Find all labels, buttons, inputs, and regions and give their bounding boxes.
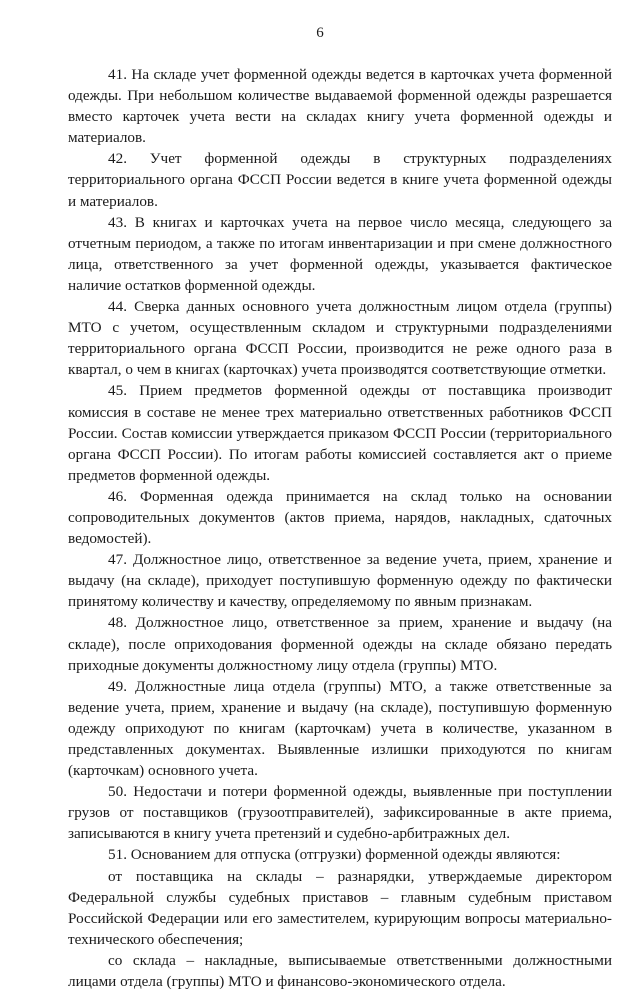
- paragraph-42: 42. Учет форменной одежды в структурных подразделениях территориального органа ФССП России ведется в книге учета форменной одежды и материалов.: [68, 150, 612, 210]
- paragraph-45: 45. Прием предметов форменной одежды от поставщика производит комиссия в составе не менее трех материально ответственных работников ФССП России. Состав комиссии утверждается приказом ФССП России (территориального органа ФССП России). По итогам работы комиссией составляется акт о приеме предметов форменной одежды.: [68, 382, 612, 484]
- document-body: [68, 64, 612, 992]
- paragraph-41: 41. На складе учет форменной одежды ведется в карточках учета форменной одежды. При небольшом количестве выдаваемой форменной одежды разрешается вместо карточек учета вести на складах книгу учета форменной одежды и материалов.: [68, 66, 612, 147]
- paragraph-44: 44. Сверка данных основного учета должностным лицом отдела (группы) МТО с учетом, осуществленным складом и структурными подразделениями территориального органа ФССП России, производится не реже одного раза в квартал, о чем в книгах (карточках) учета производятся соответствующие отметки.: [68, 298, 612, 379]
- paragraph-46: 46. Форменная одежда принимается на склад только на основании сопроводительных документов (актов приема, нарядов, накладных, сдаточных ведомостей).: [68, 487, 612, 548]
- paragraph-43: 43. В книгах и карточках учета на первое число месяца, следующего за отчетным периодом, а также по итогам инвентаризации и при смене должностного лица, ответственного за учет форменной одежды, указывается фактическое наличие остатков форменной одежды.: [68, 213, 612, 294]
- paragraph-48: 48. Должностное лицо, ответственное за прием, хранение и выдачу (на складе), после оприходования форменной одежды на складе обязано передать приходные документы должностному лицу отдела (группы) МТО.: [68, 614, 612, 674]
- paragraph-47: 47. Должностное лицо, ответственное за ведение учета, прием, хранение и выдачу (на складе), приходует поступившую форменную одежду по фактически принятому количеству и качеству, определяемому по явным признакам.: [68, 551, 612, 611]
- paragraph-51: 51. Основанием для отпуска (отгрузки) форменной одежды являются:: [108, 846, 561, 864]
- page-number: 6: [316, 25, 324, 41]
- paragraph-51-supplier: от поставщика на склады – разнарядки, утверждаемые директором Федеральной службы судебных приставов – главным судебным приставом Российской Федерации или его заместителем, курирующим вопросы материально-технического обеспечения;: [68, 867, 612, 948]
- paragraph-49: 49. Должностные лица отдела (группы) МТО, а также ответственные за ведение учета, прием, хранение и выдачу (на складе), поступившую форменную одежду оприходуют по книгам (карточкам) учета в количестве, указанном в представленных документах. Выявленные излишки приходуются по книгам (карточкам) основного учета.: [68, 677, 612, 780]
- paragraph-50: 50. Недостачи и потери форменной одежды, выявленные при поступлении грузов от поставщиков (грузоотправителей), зафиксированные в акте приема, записываются в книгу учета претензий и судебно-арбитражных дел.: [68, 783, 612, 843]
- paragraph-51-warehouse: со склада – накладные, выписываемые ответственными должностными лицами отдела (группы) МТО и финансово-экономического отдела.: [68, 951, 612, 991]
